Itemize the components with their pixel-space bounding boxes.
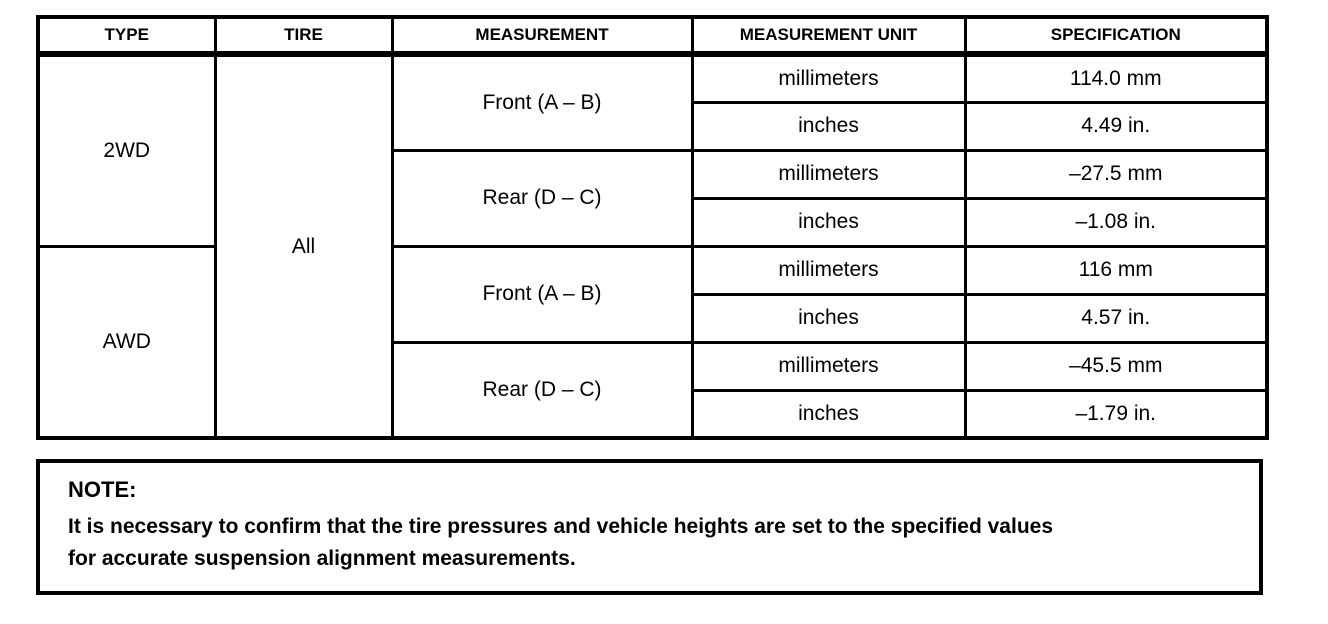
unit-cell: millimeters: [692, 342, 965, 390]
measurement-cell-2wd-front: Front (A – B): [392, 54, 692, 150]
header-type: TYPE: [38, 17, 215, 54]
unit-cell: inches: [692, 102, 965, 150]
spec-cell: –1.08 in.: [965, 198, 1267, 246]
unit-cell: inches: [692, 390, 965, 438]
note-box: [36, 459, 1263, 595]
note-title: NOTE:: [68, 477, 137, 502]
spec-cell: 116 mm: [965, 246, 1267, 294]
spec-cell: –27.5 mm: [965, 150, 1267, 198]
spec-cell: –45.5 mm: [965, 342, 1267, 390]
spec-table: [36, 15, 1269, 440]
header-measurement-unit: MEASUREMENT UNIT: [692, 17, 965, 54]
table-row: [38, 54, 1267, 102]
spec-cell: 114.0 mm: [965, 54, 1267, 102]
tire-cell-all: All: [215, 54, 392, 438]
unit-cell: millimeters: [692, 54, 965, 102]
header-row: [38, 17, 1267, 54]
unit-cell: inches: [692, 198, 965, 246]
unit-cell: millimeters: [692, 246, 965, 294]
spec-cell: 4.57 in.: [965, 294, 1267, 342]
unit-cell: inches: [692, 294, 965, 342]
measurement-cell-awd-rear: Rear (D – C): [392, 342, 692, 438]
measurement-cell-2wd-rear: Rear (D – C): [392, 150, 692, 246]
unit-cell: millimeters: [692, 150, 965, 198]
header-tire: TIRE: [215, 17, 392, 54]
header-measurement: MEASUREMENT: [392, 17, 692, 54]
measurement-cell-awd-front: Front (A – B): [392, 246, 692, 342]
header-specification: SPECIFICATION: [965, 17, 1267, 54]
type-cell-2wd: 2WD: [38, 54, 215, 246]
spec-cell: 4.49 in.: [965, 102, 1267, 150]
type-cell-awd: AWD: [38, 246, 215, 438]
spec-cell: –1.79 in.: [965, 390, 1267, 438]
note-body: It is necessary to confirm that the tire pressures and vehicle heights are set to the specified values for accurate suspension alignment measurements.: [68, 515, 1054, 570]
